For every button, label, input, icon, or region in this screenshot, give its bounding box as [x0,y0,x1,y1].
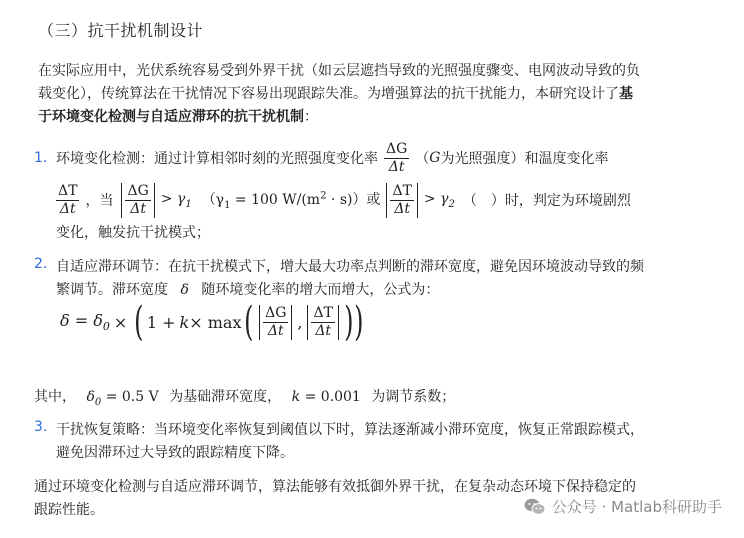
abs-dG-dt [121,183,154,218]
item-1-line-1 [56,136,608,180]
formula-lhs [60,311,110,333]
formula-close-paren: ) [353,299,364,345]
formula-max-open-paren: ( [244,299,254,345]
item-1-number: 1. [34,150,48,166]
formula-sub0: 0 [102,320,110,334]
gamma1-comparison [161,191,192,210]
dG-numerator: ΔG [386,140,408,157]
dt-denominator-2: Δt [59,200,76,217]
formula-dG-numerator: ΔG [265,304,287,321]
gamma2-comparison [424,191,455,210]
where-text-c: 为调节系数； [371,389,456,405]
where-line [34,386,455,408]
delta0-text: δ [86,389,95,405]
k-symbol: k [291,389,301,405]
item-2-line-2-a: 繁调节。滞环宽度 [56,282,168,298]
gamma1-value-sub: 1 [224,199,231,211]
item-3-line-2: 避免因滞环过大导致的跟踪精度下降。 [56,445,294,461]
formula-one-plus: 1 + [146,312,176,332]
wechat-icon [524,498,546,516]
abs-dt-denominator: Δt [130,200,146,217]
item-1-text-c: 为光照强度）和温度变化率 [440,151,609,167]
gt-gamma2: > γ [423,190,449,207]
conclusion-line-2: 跟踪性能。 [34,502,104,518]
item-1-text-d: ，当 [85,193,114,209]
m2-sup: 2 [320,190,327,202]
k-value: = 0.001 [304,389,361,405]
formula-dG-dt-fraction [263,305,288,340]
item-1-text-b: （ [415,151,430,167]
gamma2-sub: 2 [448,198,455,210]
abs-dG-numerator: ΔG [127,182,149,199]
abs-dt-denominator-2: Δt [394,200,411,217]
formula-dT-dt-fraction [311,305,334,340]
item-2-number: 2. [34,256,48,272]
item-2-line-2 [56,279,439,299]
var-delta: δ [180,282,189,298]
formula-open-paren: ( [134,299,144,345]
formula-max: × max [189,312,242,332]
gamma1-sub: 1 [185,198,192,210]
item-3-line-1: 干扰恢复策略：当环境变化率恢复到阈值以下时，算法逐渐减小滞环宽度，恢复正常跟踪模式， [56,422,644,438]
intro-line-2 [38,83,728,106]
dt-denominator: Δt [388,158,405,175]
gt-gamma1: > γ [160,190,186,207]
abs-dG-dt-fraction [125,183,150,218]
intro-line-3-bold: 于环境变化检测与自适应滞环的抗干扰机制 [38,109,304,125]
delta0-sub: 0 [94,396,102,408]
delta0-symbol [86,389,102,408]
formula-lhs-text: δ = δ [60,310,103,330]
watermark [524,496,722,517]
item-1-text-a: 环境变化检测：通过计算相邻时刻的光照强度变化率 [56,151,378,167]
where-text-b: 为基础滞环宽度， [169,389,282,405]
intro-line-2-bold: 基 [619,86,633,102]
delta0-value: = 0.5 V [105,389,159,405]
where-text-a: 其中， [34,389,76,405]
formula-abs-dT-dt [307,305,338,340]
dT-dt-fraction [56,183,79,218]
dG-dt-fraction [384,141,409,176]
abs-dT-numerator: ΔT [392,182,412,199]
intro-line-3 [38,106,728,129]
formula-dt-denominator: Δt [267,322,284,339]
item-3-number: 3. [34,419,48,435]
var-g: G [429,150,441,166]
conclusion-line-1: 通过环境变化检测与自适应滞环调节，算法能够有效抵御外界干扰，在复杂动态环境下保持稳定的 [34,479,636,495]
formula-comma: , [297,312,303,332]
delta-formula [60,300,366,344]
item-1-line-2 [56,178,631,222]
abs-dT-dt-fraction [390,183,413,218]
formula-max-close-paren: ) [344,299,354,345]
formula-dt-denominator-2: Δt [315,322,332,339]
intro-line-2-text: 载变化），传统算法在干扰情况下容易出现跟踪失准。为增强算法的抗干扰能力，本研究设计了 [38,86,619,102]
section-heading: （三）抗干扰机制设计 [38,21,204,40]
dT-numerator: ΔT [58,182,78,199]
item-2-line-1: 自适应滞环调节：在抗干扰模式下，增大最大功率点判断的滞环宽度，避免因环境波动导致的频 [56,259,644,275]
formula-abs-dG-dt [259,305,292,340]
formula-times: × [113,312,128,332]
intro-paragraph [38,60,728,129]
gamma1-eq-end: · s)）或 [326,192,381,209]
intro-line-1: 在实际应用中，光伏系统容易受到外界干扰（如云层遮挡导致的光照强度骤变、电网波动导致的负 [38,63,640,79]
formula-k: k [179,312,190,332]
formula-dT-numerator: ΔT [313,304,333,321]
item-2-line-2-b: 随环境变化率的增大而增大，公式为： [201,282,440,298]
gamma1-open: （γ [201,192,225,209]
gamma1-eq: = 100 W/(m [230,192,321,209]
item-1-text-f: （ ）时，判定为环境剧烈 [462,193,631,209]
abs-dT-dt [386,183,417,218]
gamma1-value [202,189,381,211]
item-1-line-3: 变化，触发抗干扰模式； [56,225,210,241]
watermark-text: 公众号 · Matlab科研助手 [551,498,722,516]
intro-line-3-end: ： [304,109,318,125]
